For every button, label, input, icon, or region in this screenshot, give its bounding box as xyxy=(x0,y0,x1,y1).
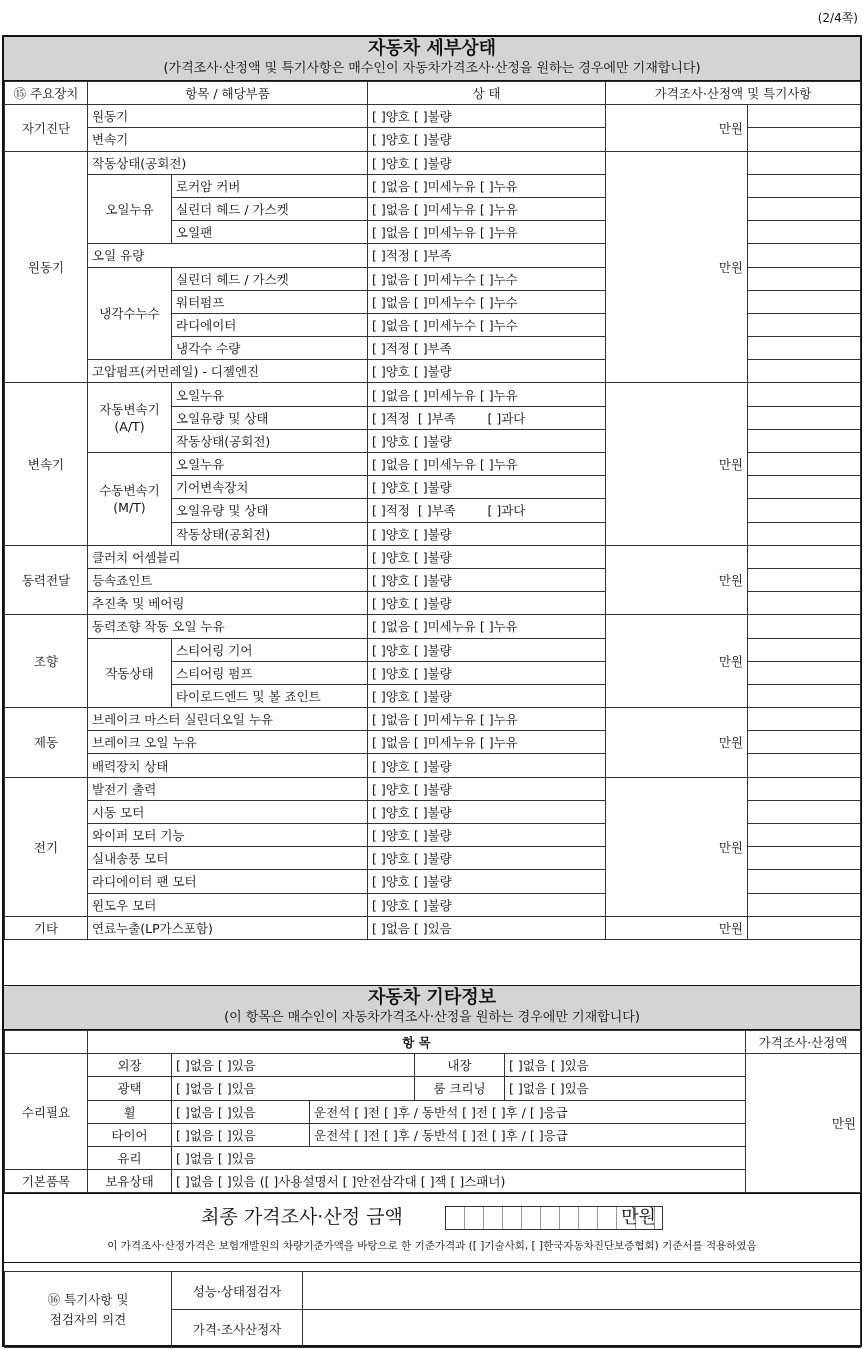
item-starter: 시동 모터 xyxy=(88,800,368,823)
state-check[interactable]: [ ]양호 [ ]불량 xyxy=(368,592,606,615)
note-cell[interactable] xyxy=(748,476,861,499)
final-amount-input[interactable] xyxy=(445,1206,663,1230)
state-check[interactable]: [ ]양호 [ ]불량 xyxy=(368,360,606,383)
item-possession: 보유상태 xyxy=(88,1170,172,1193)
note-cell[interactable] xyxy=(748,313,861,336)
item-coolant-level: 냉각수 수량 xyxy=(172,337,368,360)
note-cell[interactable] xyxy=(748,731,861,754)
form-frame xyxy=(2,35,862,1347)
item-engine: 원동기 xyxy=(88,105,368,128)
item-transmission: 변속기 xyxy=(88,128,368,151)
other-table xyxy=(4,1030,861,1193)
group-self-diag: 자기진단 xyxy=(5,105,88,151)
state-check[interactable]: [ ]양호 [ ]불량 xyxy=(368,661,606,684)
item-water-pump: 워터펌프 xyxy=(172,290,368,313)
state-check[interactable]: [ ]양호 [ ]불량 xyxy=(368,545,606,568)
item-exterior: 외장 xyxy=(88,1054,172,1077)
group-basic: 기본품목 xyxy=(5,1170,88,1193)
sub-at: 자동변속기 (A/T) xyxy=(88,383,172,453)
item-wiper: 와이퍼 모터 기능 xyxy=(88,824,368,847)
price-unit[interactable]: 만원 xyxy=(606,383,748,545)
item-prop-shaft: 추진축 및 베어링 xyxy=(88,592,368,615)
price-unit[interactable]: 만원 xyxy=(606,105,748,151)
state-check[interactable]: [ ]없음 [ ]있음 xyxy=(172,1077,415,1100)
state-check[interactable]: [ ]없음 [ ]있음 xyxy=(172,1100,310,1123)
price-unit[interactable]: 만원 xyxy=(606,615,748,708)
item-st-gear: 스티어링 기어 xyxy=(172,638,368,661)
item-clutch: 클러치 어셈블리 xyxy=(88,545,368,568)
item-radiator: 라디에이터 xyxy=(172,313,368,336)
final-amount-section xyxy=(4,1193,860,1263)
item-interior: 내장 xyxy=(415,1054,505,1077)
item-eng-op: 작동상태(공회전) xyxy=(88,151,368,174)
state-check[interactable]: [ ]양호 [ ]불량 xyxy=(368,893,606,916)
price-unit[interactable]: 만원 xyxy=(606,545,748,615)
group-brake: 제동 xyxy=(5,708,88,778)
item-st-pump: 스티어링 펌프 xyxy=(172,661,368,684)
state-check[interactable]: [ ]없음 [ ]미세누유 [ ]누유 xyxy=(368,615,606,638)
item-t-op: 작동상태(공회전) xyxy=(172,522,368,545)
blank-cell xyxy=(5,1031,88,1054)
item-alternator: 발전기 출력 xyxy=(88,777,368,800)
detail-subtitle: (가격조사·산정액 및 특기사항은 매수인이 자동차가격조사·산정을 원하는 경우에만 기재합니다) xyxy=(163,61,701,76)
item-gloss: 광택 xyxy=(88,1077,172,1100)
seat-check[interactable]: 운전석 [ ]전 [ ]후 / 동반석 [ ]전 [ ]후 / [ ]응급 xyxy=(310,1100,746,1123)
note-cell[interactable] xyxy=(748,221,861,244)
price-unit[interactable]: 만원 xyxy=(606,151,748,383)
item-oil-level: 오일 유량 xyxy=(88,244,368,267)
item-cyl-head2: 실린더 헤드 / 가스켓 xyxy=(172,267,368,290)
item-wheel: 휠 xyxy=(88,1100,172,1123)
note-cell[interactable] xyxy=(748,615,861,638)
price-unit[interactable]: 만원 xyxy=(606,708,748,778)
sub-mt: 수동변속기 (M/T) xyxy=(88,453,172,546)
perf-inspector-input[interactable] xyxy=(303,1272,861,1310)
note-cell[interactable] xyxy=(748,337,861,360)
header-item: 항목 / 해당부품 xyxy=(88,82,368,105)
group-electric: 전기 xyxy=(5,777,88,916)
state-check[interactable]: [ ]없음 [ ]미세누유 [ ]누유 xyxy=(368,174,606,197)
opinion-table xyxy=(4,1271,861,1348)
note-cell[interactable] xyxy=(748,429,861,452)
state-check[interactable]: [ ]없음 [ ]있음 xyxy=(172,1123,310,1146)
note-cell[interactable] xyxy=(748,661,861,684)
item-rad-fan: 라디에이터 팬 모터 xyxy=(88,870,368,893)
state-check[interactable]: [ ]적정 [ ]부족 [ ]과다 xyxy=(368,406,606,429)
note-cell[interactable] xyxy=(748,244,861,267)
group-repair: 수리필요 xyxy=(5,1054,88,1170)
state-check[interactable]: [ ]양호 [ ]불량 xyxy=(368,870,606,893)
note-cell[interactable] xyxy=(748,893,861,916)
other-title: 자동차 기타정보 xyxy=(368,987,496,1008)
group-engine: 원동기 xyxy=(5,151,88,383)
note-cell[interactable] xyxy=(748,777,861,800)
state-check[interactable]: [ ]없음 [ ]미세누수 [ ]누수 xyxy=(368,290,606,313)
note-cell[interactable] xyxy=(748,800,861,823)
state-check[interactable]: [ ]없음 [ ]미세누유 [ ]누유 xyxy=(368,453,606,476)
note-cell[interactable] xyxy=(748,522,861,545)
sub-coolant-leak: 냉각수누수 xyxy=(88,267,172,360)
detail-section-header xyxy=(4,37,860,81)
price-unit[interactable]: 만원 xyxy=(606,916,748,939)
note-cell[interactable] xyxy=(748,383,861,406)
sub-st-op: 작동상태 xyxy=(88,638,172,708)
header-device: ⑮ 주요장치 xyxy=(5,82,88,105)
price-unit[interactable]: 만원 xyxy=(606,777,748,916)
note-cell[interactable] xyxy=(748,453,861,476)
item-oil-pan: 오일팬 xyxy=(172,221,368,244)
item-master-cyl: 브레이크 마스터 실린더오일 누유 xyxy=(88,708,368,731)
item-glass: 유리 xyxy=(88,1146,172,1169)
other-subtitle: (이 항목은 매수인이 자동차가격조사·산정을 원하는 경우에만 기재합니다) xyxy=(224,1010,640,1025)
note-cell[interactable] xyxy=(748,499,861,522)
state-check[interactable]: [ ]없음 [ ]있음 xyxy=(505,1054,746,1077)
state-check[interactable]: [ ]없음 [ ]있음 xyxy=(368,916,606,939)
note-cell[interactable] xyxy=(748,638,861,661)
note-cell[interactable] xyxy=(748,267,861,290)
state-check[interactable]: [ ]양호 [ ]불량 xyxy=(368,522,606,545)
state-check[interactable]: [ ]없음 [ ]있음 xyxy=(172,1146,746,1169)
note-cell[interactable] xyxy=(748,684,861,707)
final-label: 최종 가격조사·산정 금액 xyxy=(201,1206,403,1228)
other-section-header xyxy=(4,985,860,1030)
detail-table xyxy=(4,81,861,940)
state-check[interactable]: [ ]없음 [ ]미세누유 [ ]누유 xyxy=(368,221,606,244)
state-check[interactable]: [ ]없음 [ ]미세누유 [ ]누유 xyxy=(368,708,606,731)
price-inspector-label: 가격·조사산정자 xyxy=(172,1310,303,1348)
price-inspector-input[interactable] xyxy=(303,1310,861,1348)
final-note: 이 가격조사·산정가격은 보험개발원의 차량기준가액을 바탕으로 한 기준가격과 ([ ]기술사회, [ ]한국자동차진단보증협회) 기준서를 적용하였음 xyxy=(107,1239,757,1252)
group-steering: 조향 xyxy=(5,615,88,708)
item-blower: 실내송풍 모터 xyxy=(88,847,368,870)
note-cell[interactable] xyxy=(748,360,861,383)
note-cell[interactable] xyxy=(748,568,861,591)
note-cell[interactable] xyxy=(748,406,861,429)
item-tie-rod: 타이로드엔드 및 볼 죠인트 xyxy=(172,684,368,707)
state-check[interactable]: [ ]양호 [ ]불량 xyxy=(368,800,606,823)
state-check[interactable]: [ ]없음 [ ]있음 xyxy=(505,1077,746,1100)
state-check[interactable]: [ ]양호 [ ]불량 xyxy=(368,568,606,591)
item-rocker: 로커암 커버 xyxy=(172,174,368,197)
group-transmission: 변속기 xyxy=(5,383,88,545)
page-number: (2/4쪽) xyxy=(817,11,858,25)
state-check[interactable]: [ ]없음 [ ]미세누유 [ ]누유 xyxy=(368,383,606,406)
item-t-oil-level: 오일유량 및 상태 xyxy=(172,499,368,522)
state-check[interactable]: [ ]양호 [ ]불량 xyxy=(368,105,606,128)
state-check[interactable]: [ ]양호 [ ]불량 xyxy=(368,754,606,777)
item-t-op: 작동상태(공회전) xyxy=(172,429,368,452)
note-cell[interactable] xyxy=(748,151,861,174)
group-etc: 기타 xyxy=(5,916,88,939)
state-check[interactable]: [ ]양호 [ ]불량 xyxy=(368,638,606,661)
perf-inspector-label: 성능·상태점검자 xyxy=(172,1272,303,1310)
detail-title: 자동차 세부상태 xyxy=(368,38,496,59)
state-check[interactable]: [ ]적정 [ ]부족 xyxy=(368,244,606,267)
note-cell[interactable] xyxy=(748,754,861,777)
note-cell[interactable] xyxy=(748,197,861,220)
item-t-oil-level: 오일유량 및 상태 xyxy=(172,406,368,429)
item-fuel-leak: 연료누출(LP가스포함) xyxy=(88,916,368,939)
state-check[interactable]: [ ]양호 [ ]불량 xyxy=(368,151,606,174)
possession-check[interactable]: [ ]없음 [ ]있음 ([ ]사용설명서 [ ]안전삼각대 [ ]잭 [ ]스패너) xyxy=(172,1170,746,1193)
note-cell[interactable] xyxy=(748,545,861,568)
state-check[interactable]: [ ]양호 [ ]불량 xyxy=(368,128,606,151)
item-cv-joint: 등속죠인트 xyxy=(88,568,368,591)
note-cell[interactable] xyxy=(748,592,861,615)
state-check[interactable]: [ ]없음 [ ]미세누수 [ ]누수 xyxy=(368,267,606,290)
state-check[interactable]: [ ]양호 [ ]불량 xyxy=(368,684,606,707)
state-check[interactable]: [ ]없음 [ ]미세누유 [ ]누유 xyxy=(368,731,606,754)
item-hp-pump: 고압펌프(커먼레일) - 디젤엔진 xyxy=(88,360,368,383)
state-check[interactable]: [ ]양호 [ ]불량 xyxy=(368,777,606,800)
item-room: 룸 크리닝 xyxy=(415,1077,505,1100)
header-state: 상 태 xyxy=(368,82,606,105)
other-item-header: 항 목 xyxy=(88,1031,746,1054)
note-cell[interactable] xyxy=(748,128,861,151)
note-cell[interactable] xyxy=(748,870,861,893)
state-check[interactable]: [ ]적정 [ ]부족 [ ]과다 xyxy=(368,499,606,522)
state-check[interactable]: [ ]양호 [ ]불량 xyxy=(368,847,606,870)
final-unit: 만원 xyxy=(621,1206,656,1228)
note-cell[interactable] xyxy=(748,916,861,939)
note-cell[interactable] xyxy=(748,174,861,197)
item-t-oil-leak: 오일누유 xyxy=(172,383,368,406)
state-check[interactable]: [ ]없음 [ ]미세누수 [ ]누수 xyxy=(368,313,606,336)
note-cell[interactable] xyxy=(748,847,861,870)
sub-oil-leak: 오일누유 xyxy=(88,174,172,244)
state-check[interactable]: [ ]양호 [ ]불량 xyxy=(368,824,606,847)
header-price: 가격조사·산정액 및 특기사항 xyxy=(606,82,861,105)
note-cell[interactable] xyxy=(748,290,861,313)
seat-check[interactable]: 운전석 [ ]전 [ ]후 / 동반석 [ ]전 [ ]후 / [ ]응급 xyxy=(310,1123,746,1146)
state-check[interactable]: [ ]양호 [ ]불량 xyxy=(368,429,606,452)
item-cyl-head: 실린더 헤드 / 가스켓 xyxy=(172,197,368,220)
other-price-unit[interactable]: 만원 xyxy=(746,1054,861,1193)
note-cell[interactable] xyxy=(748,105,861,128)
item-booster: 배력장치 상태 xyxy=(88,754,368,777)
item-ps-oil: 동력조향 작동 오일 누유 xyxy=(88,615,368,638)
state-check[interactable]: [ ]적정 [ ]부족 xyxy=(368,337,606,360)
group-power: 동력전달 xyxy=(5,545,88,615)
state-check[interactable]: [ ]없음 [ ]있음 xyxy=(172,1054,415,1077)
other-price-header: 가격조사·산정액 xyxy=(746,1031,861,1054)
opinion-label: ⑯ 특기사항 및 점검자의 의견 xyxy=(5,1272,172,1348)
note-cell[interactable] xyxy=(748,708,861,731)
item-tire: 타이어 xyxy=(88,1123,172,1146)
item-t-oil-leak: 오일누유 xyxy=(172,453,368,476)
item-window: 윈도우 모터 xyxy=(88,893,368,916)
item-brake-oil: 브레이크 오일 누유 xyxy=(88,731,368,754)
note-cell[interactable] xyxy=(748,824,861,847)
item-gear-shift: 기어변속장치 xyxy=(172,476,368,499)
state-check[interactable]: [ ]없음 [ ]미세누유 [ ]누유 xyxy=(368,197,606,220)
state-check[interactable]: [ ]양호 [ ]불량 xyxy=(368,476,606,499)
